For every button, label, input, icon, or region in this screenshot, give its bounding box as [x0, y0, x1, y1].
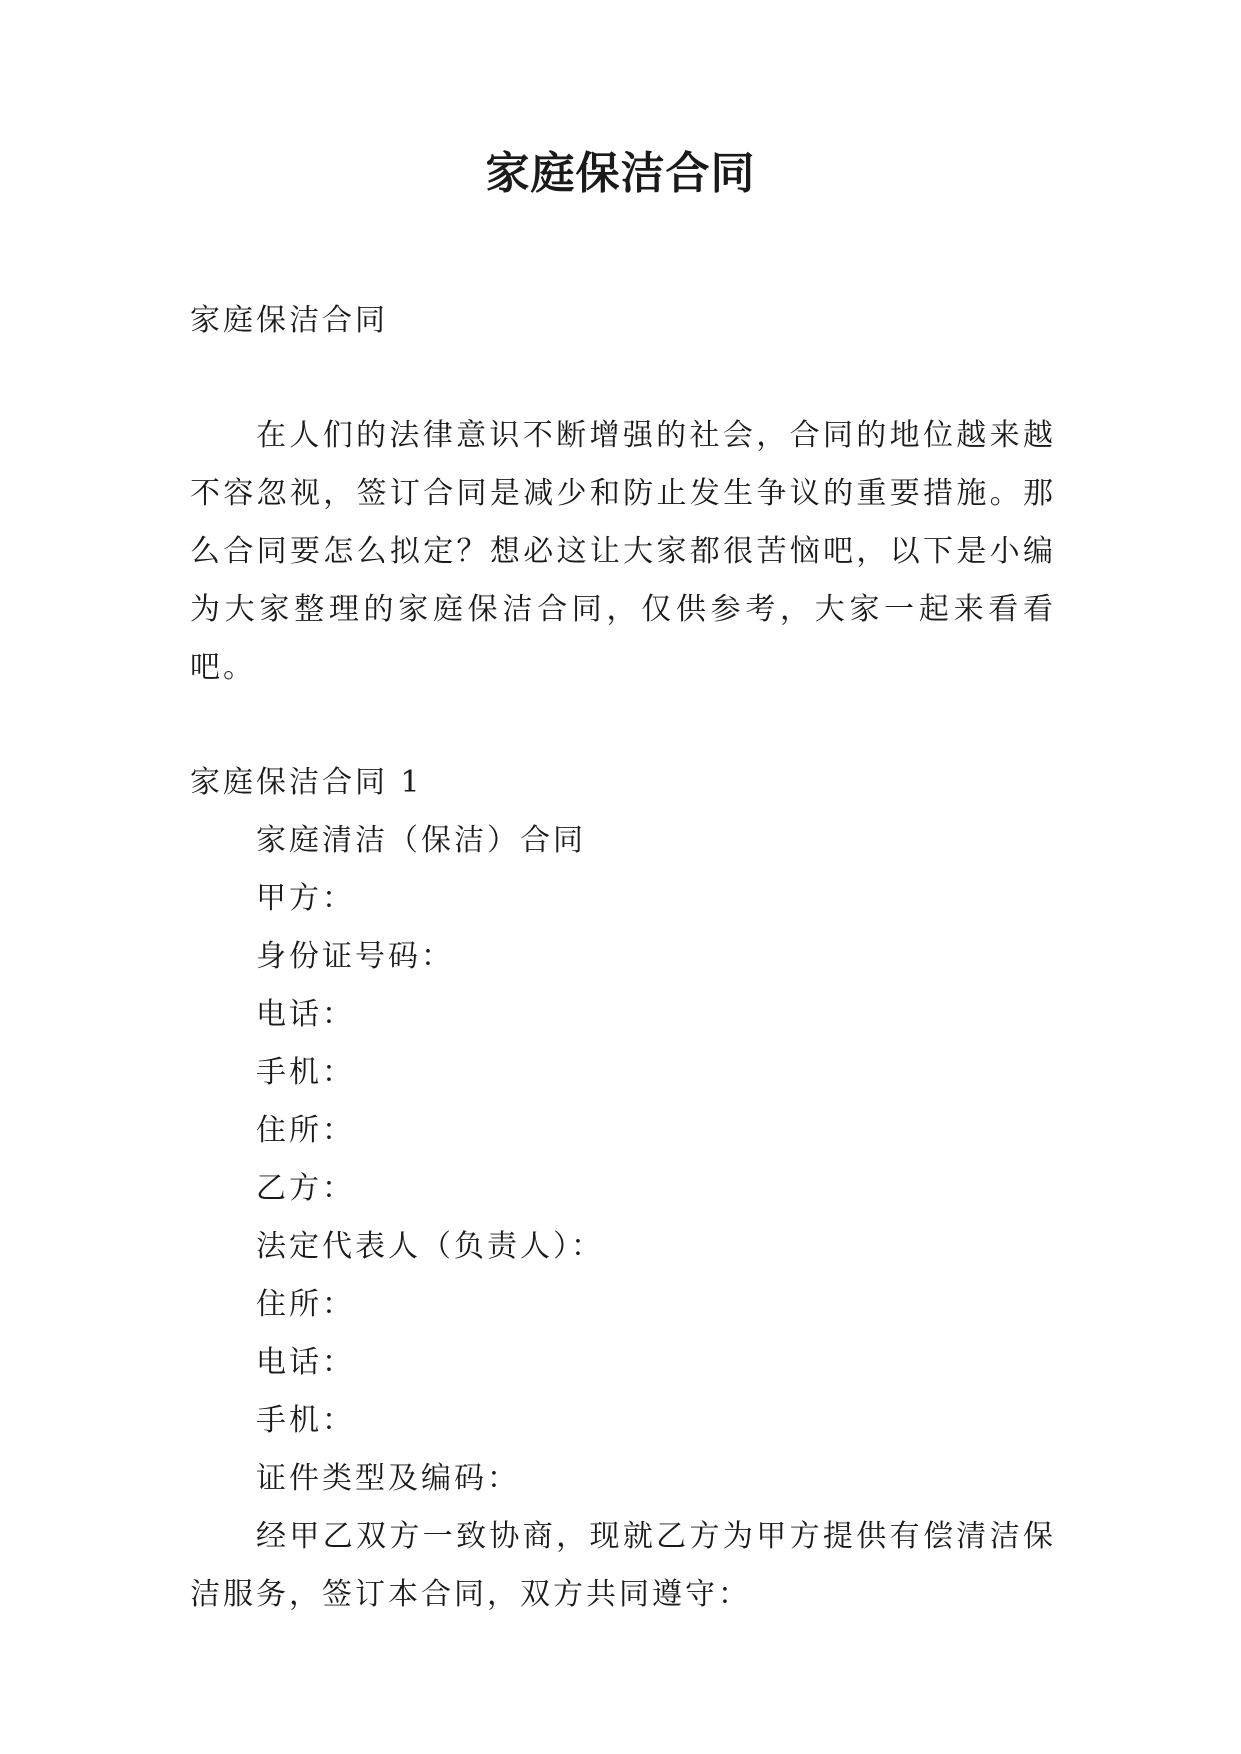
field-party-a: 甲方： — [256, 881, 355, 916]
document-body — [190, 292, 1056, 1624]
field-mobile-b: 手机： — [256, 1403, 355, 1438]
field-mobile-a: 手机： — [256, 1055, 355, 1090]
document-title: 家庭保洁合同 — [485, 148, 756, 199]
field-id-number: 身份证号码： — [256, 939, 454, 974]
field-id-type-code: 证件类型及编码： — [256, 1461, 520, 1496]
section-heading: 家庭保洁合同 1 — [190, 765, 423, 800]
agreement-paragraph: 经甲乙双方一致协商，现就乙方为甲方提供有偿清洁保洁服务，签订本合同，双方共同遵守： — [190, 1519, 1056, 1612]
field-phone-b: 电话： — [256, 1345, 355, 1380]
document-subtitle: 家庭保洁合同 — [190, 303, 388, 338]
field-address-a: 住所： — [256, 1113, 355, 1148]
field-party-b: 乙方： — [256, 1171, 355, 1206]
field-legal-representative: 法定代表人（负责人）： — [256, 1229, 604, 1264]
contract-name: 家庭清洁（保洁）合同 — [256, 823, 586, 858]
field-phone-a: 电话： — [256, 997, 355, 1032]
field-address-b: 住所： — [256, 1287, 355, 1322]
intro-paragraph: 在人们的法律意识不断增强的社会，合同的地位越来越不容忽视，签订合同是减少和防止发生争议的重要措施。那么合同要怎么拟定？想必这让大家都很苦恼吧，以下是小编为大家整理的家庭保洁合同，仅供参考，大家一起来看看吧。 — [190, 418, 1056, 685]
